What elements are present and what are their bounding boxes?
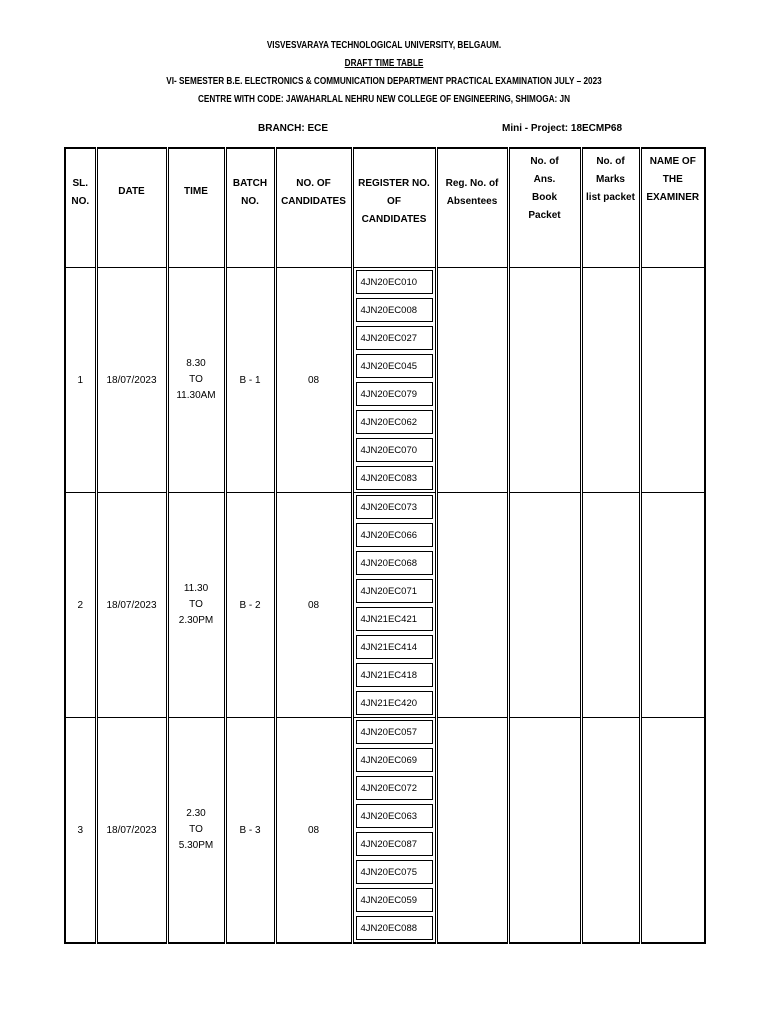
register-number: 4JN20EC070 bbox=[356, 438, 433, 462]
cell-date: 18/07/2023 bbox=[96, 493, 167, 718]
cell-marks-list bbox=[581, 718, 640, 944]
centre-title: CENTRE WITH CODE: JAWAHARLAL NEHRU NEW COLLEGE OF ENGINEERING, SHIMOGA: JN bbox=[197, 94, 571, 105]
register-number: 4JN20EC045 bbox=[356, 354, 433, 378]
header-line: NAME OF THE bbox=[649, 156, 696, 185]
col-absentees bbox=[436, 148, 508, 268]
cell-time bbox=[167, 493, 225, 718]
register-number: 4JN20EC079 bbox=[356, 382, 433, 406]
col-count bbox=[275, 148, 352, 268]
header-line: Ans. bbox=[533, 174, 556, 185]
cell-examiner bbox=[640, 268, 705, 493]
register-list bbox=[354, 268, 435, 490]
time-line: TO bbox=[189, 374, 203, 385]
header-line: NO. bbox=[71, 196, 90, 207]
cell-sl: 2 bbox=[65, 493, 96, 718]
register-list bbox=[354, 718, 435, 940]
time-line: 11.30AM bbox=[176, 390, 216, 401]
cell-batch: B - 2 bbox=[225, 493, 275, 718]
cell-ans-book bbox=[508, 493, 581, 718]
header-line: NO. bbox=[241, 196, 259, 207]
time-line: 2.30PM bbox=[178, 615, 214, 626]
cell-sl: 3 bbox=[65, 718, 96, 944]
cell-date: 18/07/2023 bbox=[96, 268, 167, 493]
header-line: Reg. No. of bbox=[445, 178, 499, 189]
header-line: CANDIDATES bbox=[361, 214, 427, 225]
col-ans-book bbox=[508, 148, 581, 268]
time-line: TO bbox=[189, 599, 203, 610]
register-number: 4JN20EC069 bbox=[356, 748, 433, 772]
cell-marks-list bbox=[581, 268, 640, 493]
header-line: NO. OF bbox=[296, 178, 331, 189]
time-line: 11.30 bbox=[183, 583, 209, 594]
cell-absentees bbox=[436, 493, 508, 718]
header-line: TIME bbox=[184, 186, 208, 197]
col-examiner bbox=[640, 148, 705, 268]
cell-absentees bbox=[436, 268, 508, 493]
cell-marks-list bbox=[581, 493, 640, 718]
cell-registers bbox=[352, 268, 436, 493]
header-line: Book bbox=[532, 192, 557, 203]
register-number: 4JN20EC087 bbox=[356, 832, 433, 856]
table-header-row bbox=[65, 148, 705, 268]
register-list bbox=[354, 493, 435, 715]
register-number: 4JN20EC062 bbox=[356, 410, 433, 434]
register-number: 4JN20EC027 bbox=[356, 326, 433, 350]
register-number: 4JN20EC008 bbox=[356, 298, 433, 322]
register-number: 4JN21EC418 bbox=[356, 663, 433, 687]
register-number: 4JN20EC057 bbox=[356, 720, 433, 744]
register-number: 4JN21EC421 bbox=[356, 607, 433, 631]
register-number: 4JN20EC059 bbox=[356, 888, 433, 912]
branch-label: BRANCH: ECE bbox=[258, 123, 328, 134]
table-row bbox=[65, 493, 705, 718]
col-register bbox=[352, 148, 436, 268]
register-number: 4JN20EC071 bbox=[356, 579, 433, 603]
cell-registers bbox=[352, 718, 436, 944]
time-line: 8.30 bbox=[186, 358, 206, 369]
register-number: 4JN20EC083 bbox=[356, 466, 433, 490]
col-time bbox=[167, 148, 225, 268]
header-line: Packet bbox=[528, 210, 561, 221]
col-date bbox=[96, 148, 167, 268]
col-marks-list bbox=[581, 148, 640, 268]
cell-registers bbox=[352, 493, 436, 718]
header-line: SL. bbox=[72, 178, 89, 189]
register-number: 4JN21EC420 bbox=[356, 691, 433, 715]
header-line: CANDIDATES bbox=[281, 196, 346, 207]
register-number: 4JN20EC066 bbox=[356, 523, 433, 547]
cell-date: 18/07/2023 bbox=[96, 718, 167, 944]
register-number: 4JN21EC414 bbox=[356, 635, 433, 659]
cell-count: 08 bbox=[275, 268, 352, 493]
register-number: 4JN20EC010 bbox=[356, 270, 433, 294]
register-number: 4JN20EC088 bbox=[356, 916, 433, 940]
time-line: 2.30 bbox=[186, 808, 206, 819]
col-sl bbox=[65, 148, 96, 268]
table-row bbox=[65, 718, 705, 944]
cell-count: 08 bbox=[275, 718, 352, 944]
col-batch bbox=[225, 148, 275, 268]
header-line: BATCH bbox=[232, 178, 268, 189]
register-number: 4JN20EC068 bbox=[356, 551, 433, 575]
cell-absentees bbox=[436, 718, 508, 944]
header-line: REGISTER NO. OF bbox=[358, 178, 430, 207]
table-body bbox=[65, 268, 705, 944]
time-line: 5.30PM bbox=[178, 840, 214, 851]
cell-batch: B - 1 bbox=[225, 268, 275, 493]
header-line: Absentees bbox=[446, 196, 498, 207]
cell-count: 08 bbox=[275, 493, 352, 718]
draft-title: DRAFT TIME TABLE bbox=[344, 58, 424, 69]
register-number: 4JN20EC075 bbox=[356, 860, 433, 884]
header-line: list packet bbox=[586, 192, 635, 203]
cell-examiner bbox=[640, 493, 705, 718]
subject-label: Mini - Project: 18ECMP68 bbox=[502, 123, 623, 134]
university-title: VISVESVARAYA TECHNOLOGICAL UNIVERSITY, BELGAUM. bbox=[266, 40, 502, 51]
table-row bbox=[65, 268, 705, 493]
header-line: DATE bbox=[118, 186, 145, 197]
cell-batch: B - 3 bbox=[225, 718, 275, 944]
header-line: EXAMINER bbox=[646, 192, 700, 203]
register-number: 4JN20EC073 bbox=[356, 495, 433, 519]
cell-ans-book bbox=[508, 718, 581, 944]
cell-examiner bbox=[640, 718, 705, 944]
cell-time bbox=[167, 718, 225, 944]
header-line: No. of bbox=[530, 156, 559, 167]
register-number: 4JN20EC072 bbox=[356, 776, 433, 800]
cell-time bbox=[167, 268, 225, 493]
time-table bbox=[64, 147, 706, 944]
exam-title: VI- SEMESTER B.E. ELECTRONICS & COMMUNICATION DEPARTMENT PRACTICAL EXAMINATION JULY – 2023 bbox=[166, 76, 602, 87]
time-line: TO bbox=[189, 824, 203, 835]
header-line: No. of Marks bbox=[596, 156, 625, 185]
cell-sl: 1 bbox=[65, 268, 96, 493]
cell-ans-book bbox=[508, 268, 581, 493]
register-number: 4JN20EC063 bbox=[356, 804, 433, 828]
